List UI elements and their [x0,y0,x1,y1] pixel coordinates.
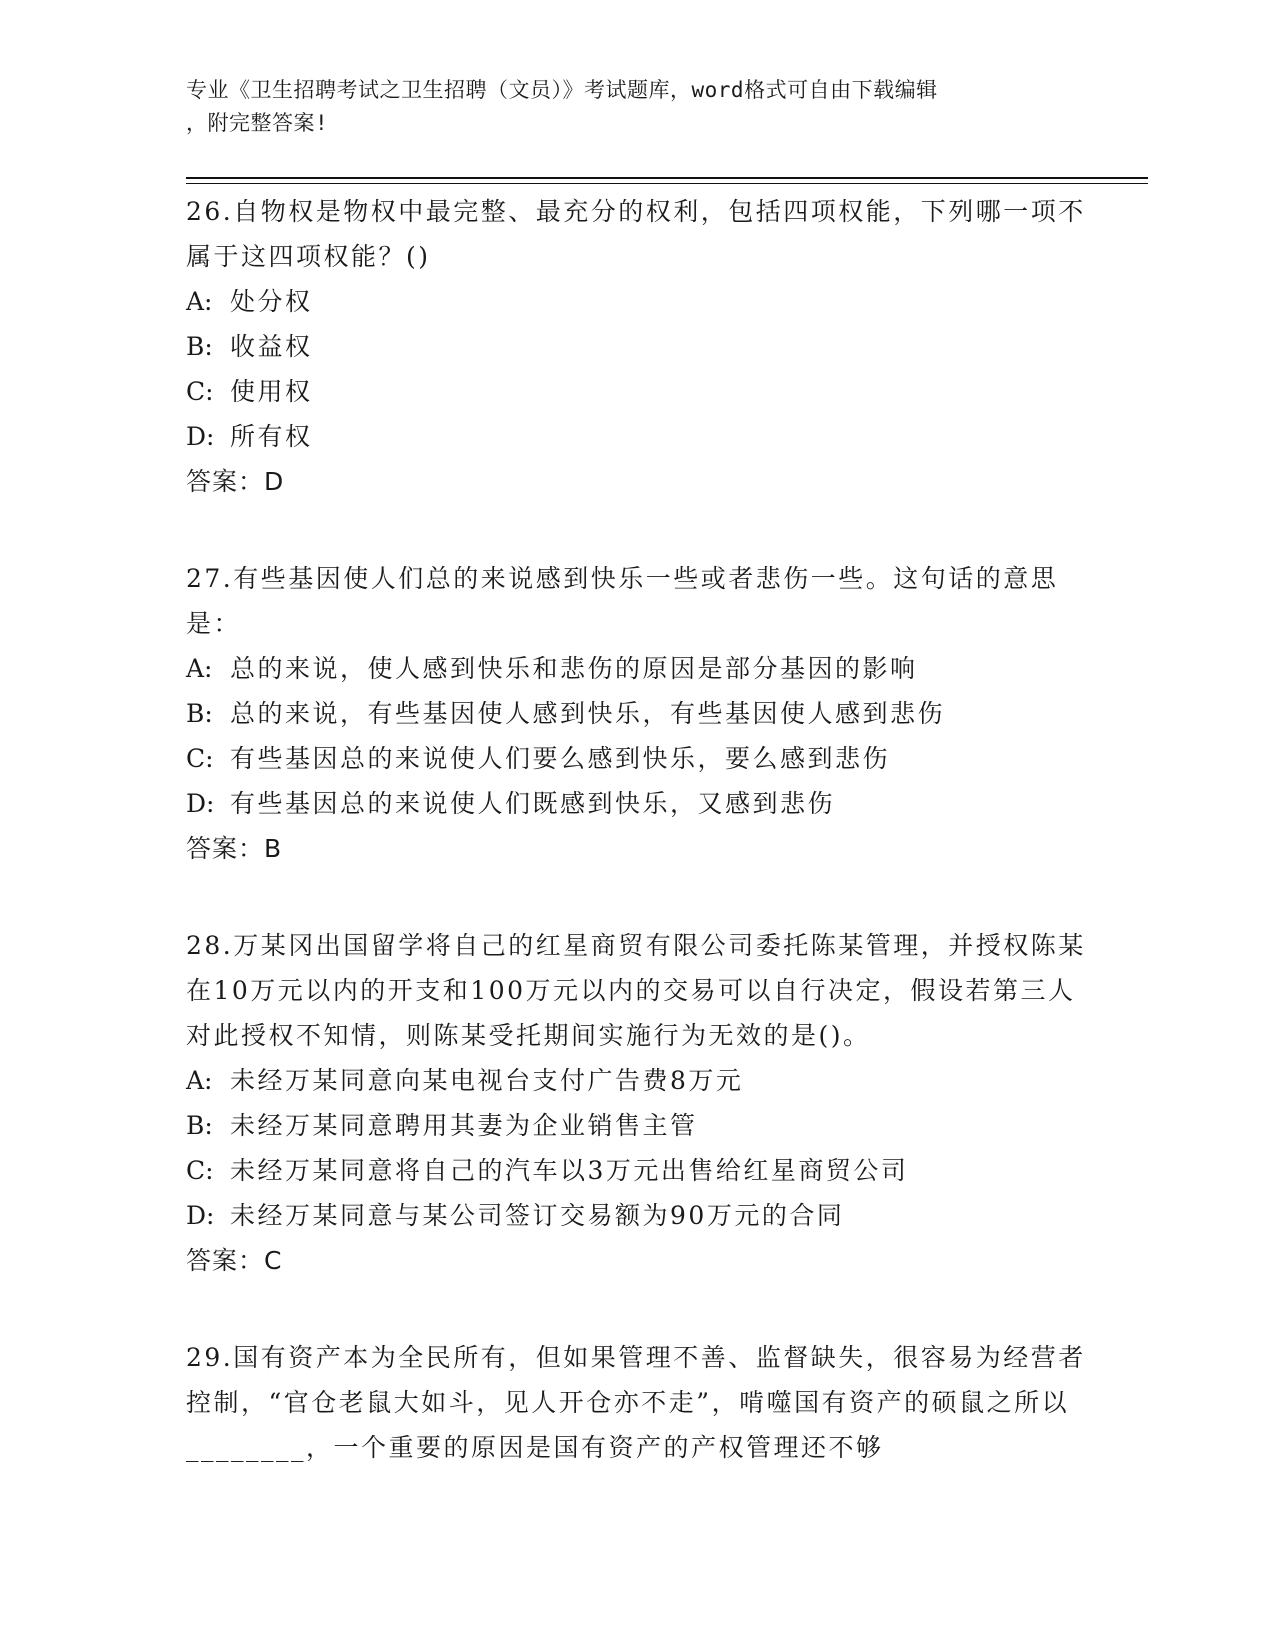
option-key: B: [186,332,213,361]
answer-line: 答案：B [186,834,283,863]
header-line-2: ，附完整答案! [186,111,329,135]
option-c [186,369,1086,414]
question-list [186,189,1086,1522]
option-text: 有些基因总的来说使人们要么感到快乐，要么感到悲伤 [230,744,891,773]
option-key: D: [186,789,215,818]
header-line-1: 专业《卫生招聘考试之卫生招聘（文员）》考试题库，word格式可自由下载编辑 [186,78,938,102]
question-stem: 27.有些基因使人们总的来说感到快乐一些或者悲伤一些。这句话的意思是： [186,564,1059,638]
option-key: D: [186,1201,215,1230]
answer-line: 答案：C [186,1246,283,1275]
option-key: A: [186,1066,213,1095]
option-text: 收益权 [230,332,313,361]
option-d [186,1193,1086,1238]
question-27 [186,556,1086,871]
header-divider-thick [186,177,1148,179]
option-d [186,781,1086,826]
option-text: 总的来说，有些基因使人感到快乐，有些基因使人感到悲伤 [230,699,946,728]
option-text: 处分权 [230,287,313,316]
option-a [186,646,1086,691]
option-b [186,324,1086,369]
option-text: 总的来说，使人感到快乐和悲伤的原因是部分基因的影响 [230,654,918,683]
option-text: 所有权 [230,422,313,451]
answer-line: 答案：D [186,467,285,496]
option-key: B: [186,699,213,728]
option-text: 有些基因总的来说使人们既感到快乐，又感到悲伤 [230,789,836,818]
option-text: 未经万某同意向某电视台支付广告费8万元 [230,1066,744,1095]
option-c [186,1148,1086,1193]
question-28 [186,923,1086,1283]
option-text: 使用权 [230,377,313,406]
option-d [186,414,1086,459]
page-header [186,74,1086,140]
question-29 [186,1335,1086,1470]
option-a [186,279,1086,324]
option-key: C: [186,744,214,773]
question-stem: 29.国有资产本为全民所有，但如果管理不善、监督缺失，很容易为经营者控制，“官仓老鼠大如斗，见人开仓亦不走”，啃噬国有资产的硕鼠之所以________，一个重要的原因是国有资产的产权管理还不够 [186,1343,1086,1462]
option-key: B: [186,1111,213,1140]
question-26 [186,189,1086,504]
question-stem: 28.万某冈出国留学将自己的红星商贸有限公司委托陈某管理，并授权陈某在10万元以内的开支和100万元以内的交易可以自行决定，假设若第三人对此授权不知情，则陈某受托期间实施行为无效的是()。 [186,931,1086,1050]
option-key: A: [186,654,213,683]
question-stem: 26.自物权是物权中最完整、最充分的权利，包括四项权能，下列哪一项不属于这四项权能？() [186,197,1086,271]
option-key: C: [186,377,214,406]
option-key: C: [186,1156,214,1185]
option-a [186,1058,1086,1103]
option-text: 未经万某同意将自己的汽车以3万元出售给红星商贸公司 [230,1156,909,1185]
option-b [186,691,1086,736]
option-key: A: [186,287,213,316]
option-c [186,736,1086,781]
option-key: D: [186,422,215,451]
header-divider-thin [186,183,1148,184]
option-b [186,1103,1086,1148]
option-text: 未经万某同意与某公司签订交易额为90万元的合同 [230,1201,845,1230]
option-text: 未经万某同意聘用其妻为企业销售主管 [230,1111,698,1140]
